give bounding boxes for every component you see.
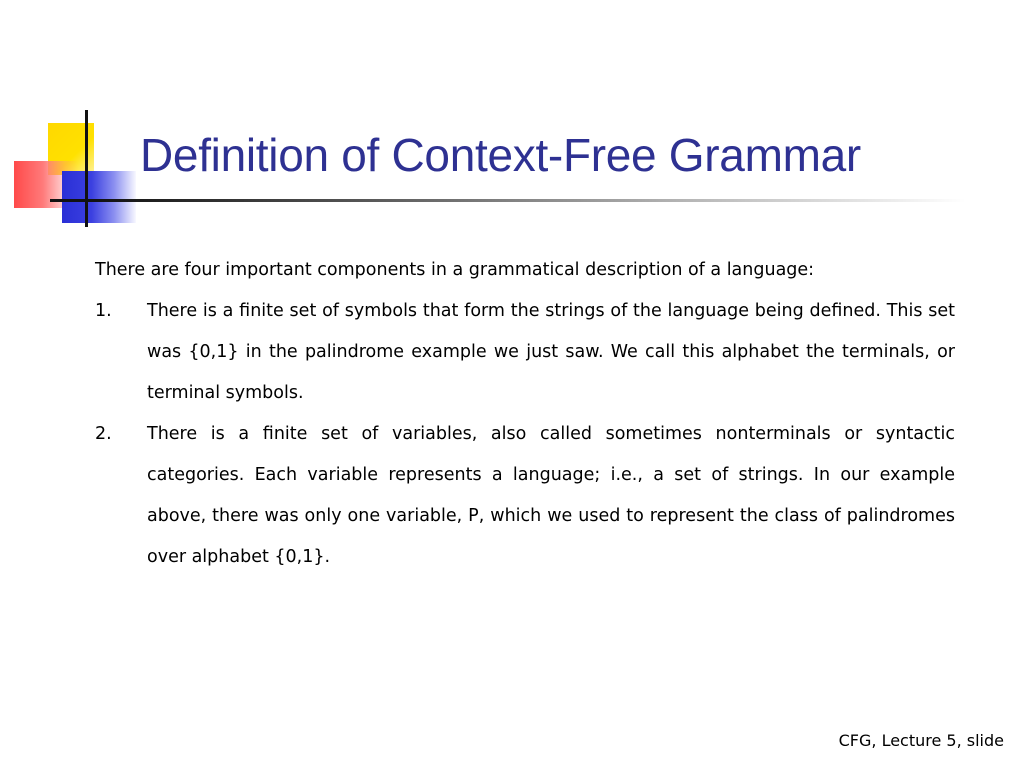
blue-square [62, 171, 136, 223]
slide-title: Definition of Context-Free Grammar [140, 129, 861, 181]
slide-body [95, 250, 955, 578]
decorative-squares-logo [0, 0, 160, 240]
title-underline-rule [96, 199, 966, 202]
list-item [95, 414, 955, 578]
logo-horizontal-line [50, 199, 100, 202]
list-item-text: There is a finite set of symbols that form the strings of the language being defined. This set was {0,1} in the palindrome example we just saw. We call this alphabet the terminals, or terminal symbols. [147, 301, 955, 403]
list-item-number: 2. [95, 424, 112, 444]
list-item [95, 291, 955, 414]
list-item-number: 1. [95, 301, 112, 321]
slide-footer: CFG, Lecture 5, slide [838, 731, 1004, 750]
list-item-text: There is a finite set of variables, also called sometimes nonterminals or syntactic categories. Each variable represents a language; i.e., a set of strings. In our example above, there was only one variable, P, which we used to represent the class of palindromes over alphabet {0,1}. [147, 424, 955, 567]
intro-text: There are four important components in a grammatical description of a language: [95, 260, 815, 280]
logo-vertical-line [85, 110, 88, 227]
